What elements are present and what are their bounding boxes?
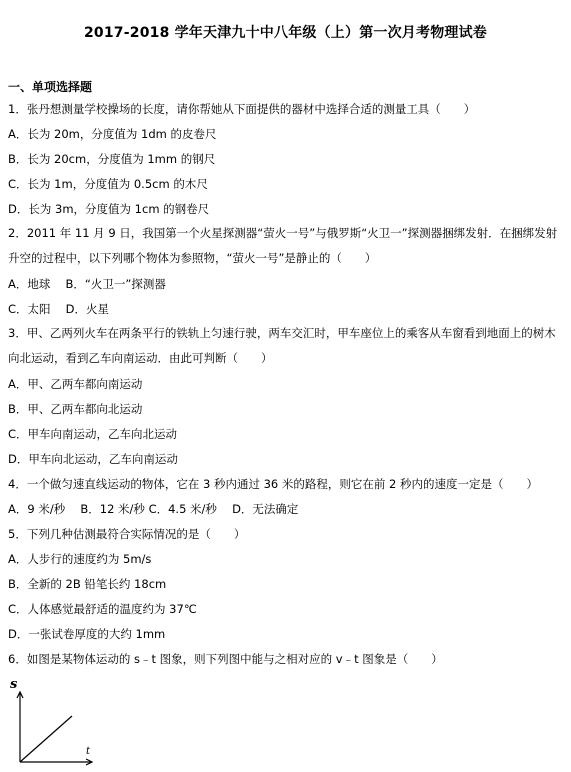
question-5-option-d: D．一张试卷厚度的大约 1mm: [8, 627, 166, 641]
question-5-option-a: A．人步行的速度约为 5m/s: [8, 552, 152, 566]
question-4-options: A．9 米/秒 B．12 米/秒 C．4.5 米/秒 D．无法确定: [8, 502, 299, 516]
question-5-option-c: C．人体感觉最舒适的温度约为 37℃: [8, 602, 197, 616]
question-6-stem: 6．如图是某物体运动的 s﹣t 图象，则下列图中能与之相对应的 v﹣t 图象是（ ）: [8, 652, 443, 666]
question-1-option-b: B．长为 20cm，分度值为 1mm 的钢尺: [8, 152, 216, 166]
question-2-options-ab: A．地球 B．“火卫一”探测器: [8, 277, 166, 291]
section-heading: 一、单项选择题: [8, 80, 93, 94]
question-3-stem: 3．甲、乙两列火车在两条平行的铁轨上匀速行驶，两车交汇时，甲车座位上的乘客从车窗看到地面上的树木向北运动，看到乙车向南运动．由此可判断（ ）: [8, 326, 556, 365]
question-3-option-b: B．甲、乙两车都向北运动: [8, 402, 143, 416]
question-3-option-d: D．甲车向北运动，乙车向南运动: [8, 452, 178, 466]
question-3-option-a: A．甲、乙两车都向南运动: [8, 377, 143, 391]
question-5-option-b: B．全新的 2B 铅笔长约 18cm: [8, 577, 167, 591]
question-1-option-a: A．长为 20m，分度值为 1dm 的皮卷尺: [8, 127, 217, 141]
question-1-option-d: D．长为 3m，分度值为 1cm 的钢卷尺: [8, 202, 210, 216]
question-4-stem: 4．一个做匀速直线运动的物体，它在 3 秒内通过 36 米的路程，则它在前 2 秒内的速度一定是（ ）: [8, 477, 539, 491]
graph-y-axis-label: s: [10, 677, 18, 692]
question-1-stem: 1．张丹想测量学校操场的长度，请你帮她从下面提供的器材中选择合适的测量工具（ ）: [8, 102, 476, 116]
page-title: 2017-2018 学年天津九十中八年级（上）第一次月考物理试卷: [83, 25, 487, 41]
question-1-option-c: C．长为 1m，分度值为 0.5cm 的木尺: [8, 177, 208, 191]
question-5-stem: 5．下列几种估测最符合实际情况的是（ ）: [8, 527, 246, 541]
question-2-stem: 2．2011 年 11 月 9 日，我国第一个火星探测器“萤火一号”与俄罗斯“火卫一”探测器捆绑发射．在捆绑发射升空的过程中，以下列哪个物体为参照物，“萤火一号”是静止的（ ）: [8, 226, 558, 265]
question-3-option-c: C．甲车向南运动，乙车向北运动: [8, 427, 178, 441]
question-2-options-cd: C．太阳 D．火星: [8, 302, 110, 316]
graph-s-t-line: [20, 716, 72, 762]
s-t-graph: [10, 676, 100, 770]
graph-x-axis-label: t: [86, 746, 91, 757]
